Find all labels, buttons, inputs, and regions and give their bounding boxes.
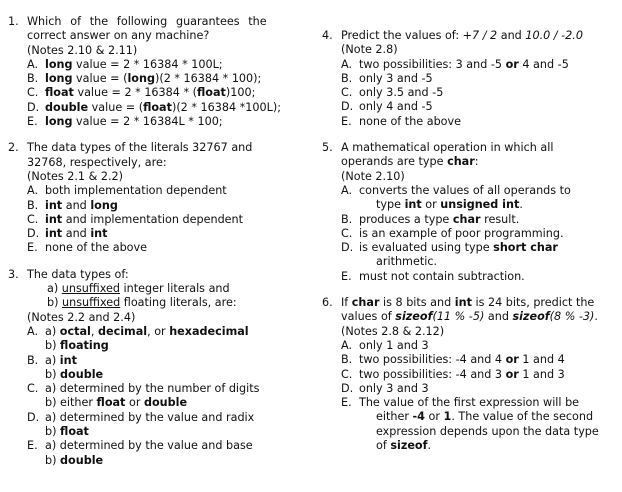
- answer-option: [27, 199, 298, 213]
- text-run: float: [60, 425, 89, 439]
- text-run: double: [60, 367, 104, 381]
- text-run: only 1 and 3: [359, 338, 429, 352]
- text-run: values of: [341, 310, 396, 324]
- answer-letter: C.: [341, 367, 353, 381]
- text-run: b): [47, 296, 63, 310]
- answer-letter: C.: [341, 86, 353, 100]
- answer-option: [341, 382, 616, 396]
- text-run: or: [505, 353, 519, 367]
- text-run: ,: [90, 324, 98, 338]
- text-run: (11 % -5): [432, 310, 485, 324]
- answer-letter: A.: [27, 57, 39, 71]
- text-run: sizeof: [395, 310, 433, 324]
- answer-text: [40, 411, 298, 425]
- question-note: (Notes 2.8 & 2.12): [341, 324, 445, 338]
- text-run: both implementation dependent: [45, 184, 227, 198]
- text-run: converts the values of all operands to: [359, 183, 571, 197]
- right-column: [322, 15, 616, 453]
- question-stem: The data types of:: [27, 267, 129, 281]
- answer-letter: C.: [27, 86, 39, 100]
- answer-letter: D.: [27, 100, 40, 114]
- answer-text: [40, 101, 298, 115]
- answer-option: [341, 58, 616, 72]
- answer-option: [341, 100, 616, 114]
- text-run: )(2 * 16384 *100L);: [171, 100, 281, 114]
- left-column: [8, 15, 298, 468]
- text-run: long: [127, 72, 155, 86]
- text-run: or: [421, 198, 441, 212]
- answer-continuation: [354, 198, 616, 212]
- answer-text: [40, 58, 298, 72]
- text-run: int: [45, 198, 63, 212]
- text-run: is evaluated using type: [359, 241, 494, 255]
- answer-continuation: [40, 368, 298, 382]
- answer-text: [40, 86, 298, 100]
- answer-text: [354, 100, 616, 114]
- text-run: 4 and -5: [518, 57, 569, 71]
- answer-letter: C.: [341, 226, 353, 240]
- answer-letter: E.: [341, 269, 352, 283]
- text-run: operands are type: [341, 155, 448, 169]
- text-run: 1 and 3: [518, 367, 565, 381]
- text-run: result.: [480, 212, 520, 226]
- answer-text: [354, 213, 616, 227]
- answer-option: [27, 241, 298, 255]
- answer-text: [40, 439, 298, 453]
- answer-option: [341, 241, 616, 270]
- answer-text: [40, 382, 298, 396]
- text-run: )(2 * 16384 * 100);: [154, 72, 262, 86]
- answer-text: [354, 368, 616, 382]
- answer-option: [341, 227, 616, 241]
- text-run: and: [497, 29, 526, 42]
- text-run: A mathematical operation in which all: [341, 141, 554, 155]
- answer-letter: B.: [341, 353, 353, 367]
- text-run: arithmetic.: [376, 255, 438, 269]
- answer-text: [40, 199, 298, 213]
- answer-text: [354, 270, 616, 284]
- text-run: a) determined by the value and radix: [45, 410, 255, 424]
- text-run: b): [45, 367, 61, 381]
- answer-text: [40, 115, 298, 129]
- answer-text: [354, 86, 616, 100]
- answer-text: [40, 227, 298, 241]
- answer-letter: E.: [27, 115, 38, 129]
- answer-option: [341, 213, 616, 227]
- text-run: float: [96, 396, 126, 410]
- text-run: only 3.5 and -5: [359, 86, 444, 100]
- answer-option: [27, 227, 298, 241]
- text-run: and: [62, 198, 91, 212]
- answer-letter: A.: [341, 183, 353, 197]
- answer-option: [341, 339, 616, 353]
- answer-text: [40, 184, 298, 198]
- question-1: [8, 15, 298, 129]
- answer-option: [341, 270, 616, 284]
- text-run: produces a type: [359, 212, 453, 226]
- text-run: either: [376, 410, 413, 424]
- text-run: or: [424, 410, 444, 424]
- answer-option: [341, 72, 616, 86]
- answer-letter: E.: [27, 241, 38, 255]
- answer-continuation: [354, 425, 616, 439]
- text-run: expression depends upon the data type: [376, 424, 599, 438]
- question-stem: [341, 141, 616, 155]
- question-stem: The data types of the literals 32767 and: [27, 141, 253, 155]
- answer-text: [354, 115, 616, 129]
- text-run: int: [90, 227, 108, 241]
- answer-letter: E.: [27, 439, 38, 453]
- answer-text: [40, 213, 298, 227]
- text-run: 1 and 4: [518, 353, 565, 367]
- text-run: . The value of the second: [451, 410, 594, 424]
- text-run: float: [196, 86, 226, 100]
- text-run: two possibilities: 3 and -5: [359, 57, 506, 71]
- answer-text: [354, 396, 616, 410]
- text-run: char: [447, 155, 475, 169]
- text-run: a): [45, 353, 60, 367]
- text-run: , or: [147, 324, 170, 338]
- text-run: int: [404, 198, 422, 212]
- answer-text: [40, 325, 298, 339]
- question-stem: 32768, respectively, are:: [27, 155, 167, 169]
- answer-option: [27, 439, 298, 468]
- text-run: a): [45, 324, 60, 338]
- answer-letter: D.: [27, 227, 40, 241]
- answer-letter: B.: [341, 71, 353, 85]
- answer-option: [341, 184, 616, 213]
- text-run: integer literals and: [119, 282, 230, 296]
- text-run: value = 2 * 16384 * 100L;: [72, 57, 223, 71]
- question-4: [322, 29, 616, 129]
- question-2: [8, 141, 298, 255]
- text-run: double: [60, 453, 104, 467]
- text-run: is an example of poor programming.: [359, 226, 564, 240]
- question-number: 6.: [322, 296, 333, 310]
- text-run: and implementation dependent: [62, 212, 244, 226]
- answer-text: [40, 72, 298, 86]
- text-run: unsigned int: [440, 198, 520, 212]
- answer-letter: A.: [27, 184, 39, 198]
- text-run: .: [594, 310, 598, 324]
- question-note: (Note 2.10): [341, 169, 405, 183]
- text-run: sizeof: [512, 310, 550, 324]
- text-run: value = (: [88, 100, 144, 114]
- question-sub-item: [27, 296, 298, 310]
- answer-continuation: [354, 410, 616, 424]
- question-number: 1.: [8, 15, 19, 28]
- answer-text: [354, 72, 616, 86]
- text-run: .: [427, 439, 432, 453]
- question-number: 4.: [322, 29, 333, 42]
- question-3: [8, 268, 298, 468]
- answer-letter: E.: [341, 396, 352, 410]
- answer-option: [27, 325, 298, 354]
- text-run: The value of the first expression will be: [359, 396, 580, 410]
- text-run: two possibilities: -4 and 4: [359, 353, 506, 367]
- answer-text: [354, 227, 616, 241]
- text-run: short char: [493, 241, 558, 255]
- answer-letter: C.: [27, 382, 39, 396]
- answer-option: [27, 72, 298, 86]
- answer-continuation: [354, 439, 616, 453]
- answer-continuation: [40, 396, 298, 410]
- text-run: double: [143, 396, 188, 410]
- text-run: a) determined by the number of digits: [45, 382, 260, 396]
- answer-option: [27, 101, 298, 115]
- text-run: float: [143, 100, 172, 114]
- answer-option: [27, 184, 298, 198]
- question-stem: [341, 155, 616, 169]
- answer-option: [341, 353, 616, 367]
- text-run: int: [59, 353, 77, 367]
- question-note: (Note 2.8): [341, 43, 398, 57]
- text-run: char: [351, 296, 380, 310]
- question-stem: correct answer on any machine?: [27, 29, 210, 43]
- text-run: :: [474, 155, 479, 169]
- text-run: Predict the values of:: [341, 29, 463, 42]
- answer-text: [354, 184, 616, 198]
- text-run: sizeof: [390, 439, 428, 453]
- text-run: .: [519, 198, 523, 212]
- text-run: 1: [443, 410, 452, 424]
- question-stem: [341, 29, 616, 43]
- text-run: value = (: [72, 72, 128, 86]
- answer-option: [341, 396, 616, 453]
- answer-continuation: [354, 255, 616, 269]
- answer-option: [27, 115, 298, 129]
- answer-letter: B.: [341, 212, 353, 226]
- question-stem: [341, 296, 616, 310]
- text-run: long: [45, 115, 73, 129]
- answer-continuation: [40, 339, 298, 353]
- text-run: unsuffixed: [61, 282, 120, 296]
- text-run: or: [505, 367, 519, 381]
- answer-letter: A.: [341, 57, 353, 71]
- text-run: int: [45, 212, 63, 226]
- answer-letter: D.: [341, 241, 354, 255]
- answer-option: [27, 213, 298, 227]
- answer-text: [354, 339, 616, 353]
- text-run: or: [505, 57, 519, 71]
- text-run: )100;: [225, 86, 256, 100]
- text-run: char: [452, 212, 481, 226]
- answer-option: [341, 368, 616, 382]
- text-run: value = 2 * 16384L * 100;: [72, 115, 223, 129]
- text-run: long: [45, 57, 73, 71]
- answer-option: [27, 354, 298, 383]
- question-sub-item: [27, 282, 298, 296]
- text-run: must not contain subtraction.: [359, 269, 525, 283]
- answer-option: [27, 411, 298, 440]
- question-note: (Notes 2.2 and 2.4): [27, 310, 136, 324]
- answer-option: [341, 86, 616, 100]
- text-run: is 24 bits, predict the: [471, 296, 595, 310]
- answer-letter: D.: [341, 100, 354, 114]
- answer-option: [27, 86, 298, 100]
- answer-continuation: [40, 425, 298, 439]
- text-run: +7 / 2: [462, 29, 498, 42]
- answer-option: [341, 115, 616, 129]
- text-run: (8 % -3): [549, 310, 595, 324]
- text-run: or: [125, 396, 144, 410]
- answer-letter: B.: [27, 353, 39, 367]
- answer-text: [354, 353, 616, 367]
- question-number: 3.: [8, 267, 19, 281]
- text-run: b): [45, 339, 61, 353]
- question-stem: [341, 310, 616, 324]
- text-run: none of the above: [359, 114, 462, 128]
- answer-continuation: [40, 454, 298, 468]
- text-run: and: [484, 310, 513, 324]
- question-6: [322, 296, 616, 453]
- answer-text: [354, 241, 616, 255]
- answer-option: [27, 58, 298, 72]
- text-run: b) either: [45, 396, 97, 410]
- text-run: value = 2 * 16384 * (: [73, 86, 197, 100]
- text-run: If: [341, 296, 352, 310]
- text-run: of: [376, 439, 391, 453]
- text-run: only 3 and -5: [359, 71, 433, 85]
- question-5: [322, 141, 616, 284]
- answer-text: [354, 382, 616, 396]
- text-run: 10.0 / -2.0: [525, 29, 583, 42]
- answer-letter: A.: [27, 324, 39, 338]
- question-number: 5.: [322, 141, 333, 155]
- text-run: -4: [412, 410, 425, 424]
- answer-letter: A.: [341, 338, 353, 352]
- text-run: hexadecimal: [169, 324, 249, 338]
- answer-text: [40, 241, 298, 255]
- answer-text: [40, 354, 298, 368]
- text-run: floating: [60, 339, 109, 353]
- text-run: long: [45, 72, 73, 86]
- text-run: and: [62, 227, 91, 241]
- answer-option: [27, 382, 298, 411]
- question-stem: Which of the following guarantees the: [27, 15, 267, 28]
- text-run: two possibilities: -4 and 3: [359, 367, 506, 381]
- answer-letter: E.: [341, 114, 352, 128]
- text-run: only 4 and -5: [359, 100, 433, 114]
- text-run: float: [45, 86, 74, 100]
- answer-letter: C.: [27, 212, 39, 226]
- question-number: 2.: [8, 141, 19, 155]
- question-note: (Notes 2.10 & 2.11): [27, 43, 138, 57]
- question-note: (Notes 2.1 & 2.2): [27, 169, 124, 183]
- text-run: a) determined by the value and base: [45, 439, 253, 453]
- text-run: is 8 bits and: [379, 296, 455, 310]
- text-run: none of the above: [45, 241, 148, 255]
- answer-letter: B.: [27, 72, 39, 86]
- text-run: floating literals, are:: [120, 296, 237, 310]
- answer-letter: D.: [27, 410, 40, 424]
- answer-letter: D.: [341, 381, 354, 395]
- text-run: int: [454, 296, 472, 310]
- text-run: a): [47, 282, 62, 296]
- text-run: unsuffixed: [62, 296, 121, 310]
- answer-text: [354, 58, 616, 72]
- answer-letter: B.: [27, 198, 39, 212]
- text-run: only 3 and 3: [359, 381, 429, 395]
- text-run: int: [45, 227, 63, 241]
- text-run: long: [90, 198, 118, 212]
- text-run: b): [45, 425, 61, 439]
- text-run: octal: [59, 324, 91, 338]
- text-run: double: [45, 100, 89, 114]
- text-run: type: [376, 198, 405, 212]
- text-run: b): [45, 453, 61, 467]
- text-run: decimal: [97, 324, 148, 338]
